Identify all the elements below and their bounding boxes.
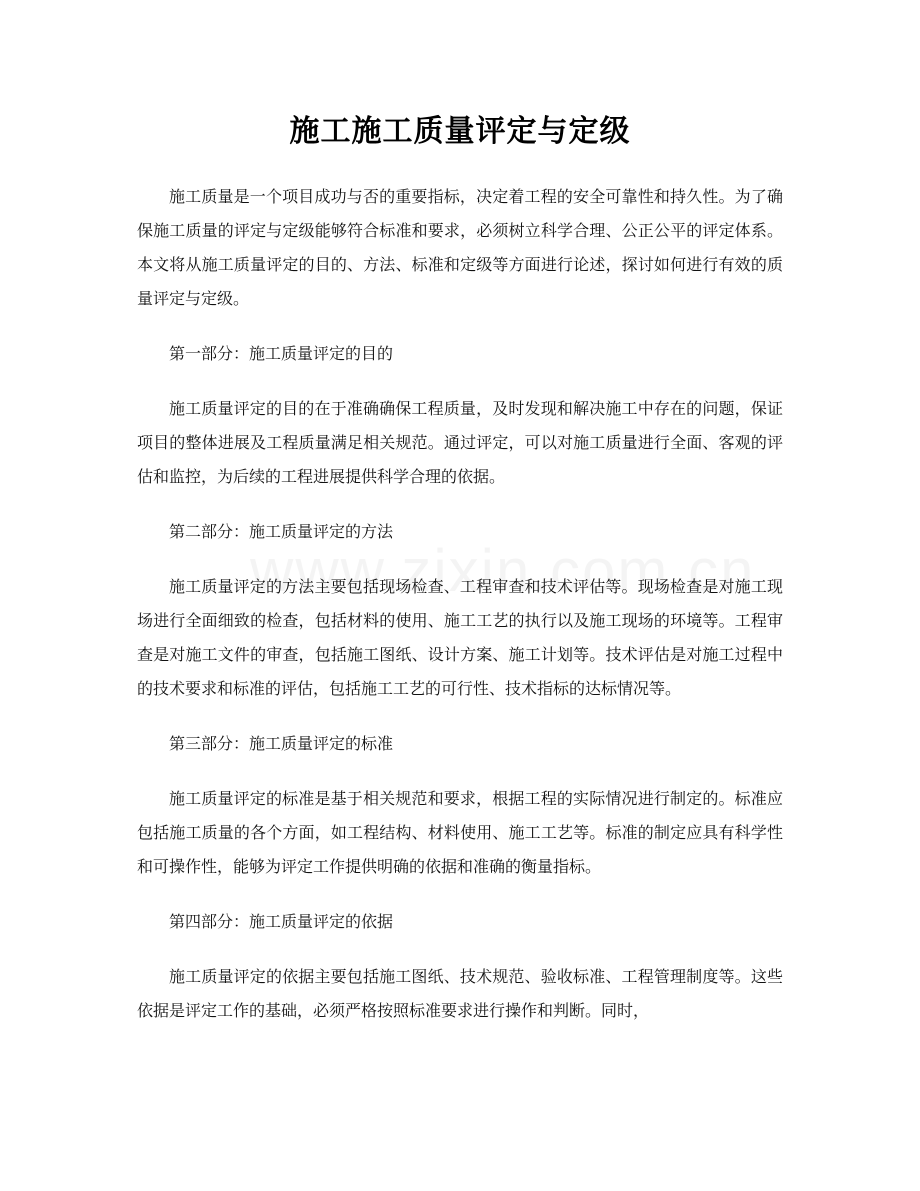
page-title: 施工施工质量评定与定级 bbox=[289, 114, 631, 149]
document-body bbox=[137, 180, 783, 1049]
section-paragraph-2: 施工质量评定的方法主要包括现场检查、工程审查和技术评估等。现场检查是对施工现场进行全面细致的检查，包括材料的使用、施工工艺的执行以及施工现场的环境等。工程审查是对施工文件的审查，包括施工图纸、设计方案、施工计划等。技术评估是对施工过程中的技术要求和标准的评估，包括施工工艺的可行性、技术指标的达标情况等。 bbox=[137, 577, 783, 698]
section-heading-2: 第二部分：施工质量评定的方法 bbox=[169, 522, 394, 541]
section-heading-3: 第三部分：施工质量评定的标准 bbox=[169, 734, 394, 753]
section-paragraph-1: 施工质量评定的目的在于准确确保工程质量，及时发现和解决施工中存在的问题，保证项目的整体进展及工程质量满足相关规范。通过评定，可以对施工质量进行全面、客观的评估和监控，为后续的工程进展提供科学合理的依据。 bbox=[137, 399, 783, 486]
intro-paragraph: 施工质量是一个项目成功与否的重要指标，决定着工程的安全可靠性和持久性。为了确保施工质量的评定与定级能够符合标准和要求，必须树立科学合理、公正公平的评定体系。本文将从施工质量评定的目的、方法、标准和定级等方面进行论述，探讨如何进行有效的质量评定与定级。 bbox=[137, 187, 783, 308]
section-heading-1: 第一部分：施工质量评定的目的 bbox=[169, 344, 394, 363]
section-paragraph-3: 施工质量评定的标准是基于相关规范和要求，根据工程的实际情况进行制定的。标准应包括施工质量的各个方面，如工程结构、材料使用、施工工艺等。标准的制定应具有科学性和可操作性，能够为评定工作提供明确的依据和准确的衡量指标。 bbox=[137, 789, 783, 876]
section-heading-4: 第四部分：施工质量评定的依据 bbox=[169, 912, 394, 931]
section-paragraph-4: 施工质量评定的依据主要包括施工图纸、技术规范、验收标准、工程管理制度等。这些依据是评定工作的基础，必须严格按照标准要求进行操作和判断。同时， bbox=[137, 967, 783, 1020]
